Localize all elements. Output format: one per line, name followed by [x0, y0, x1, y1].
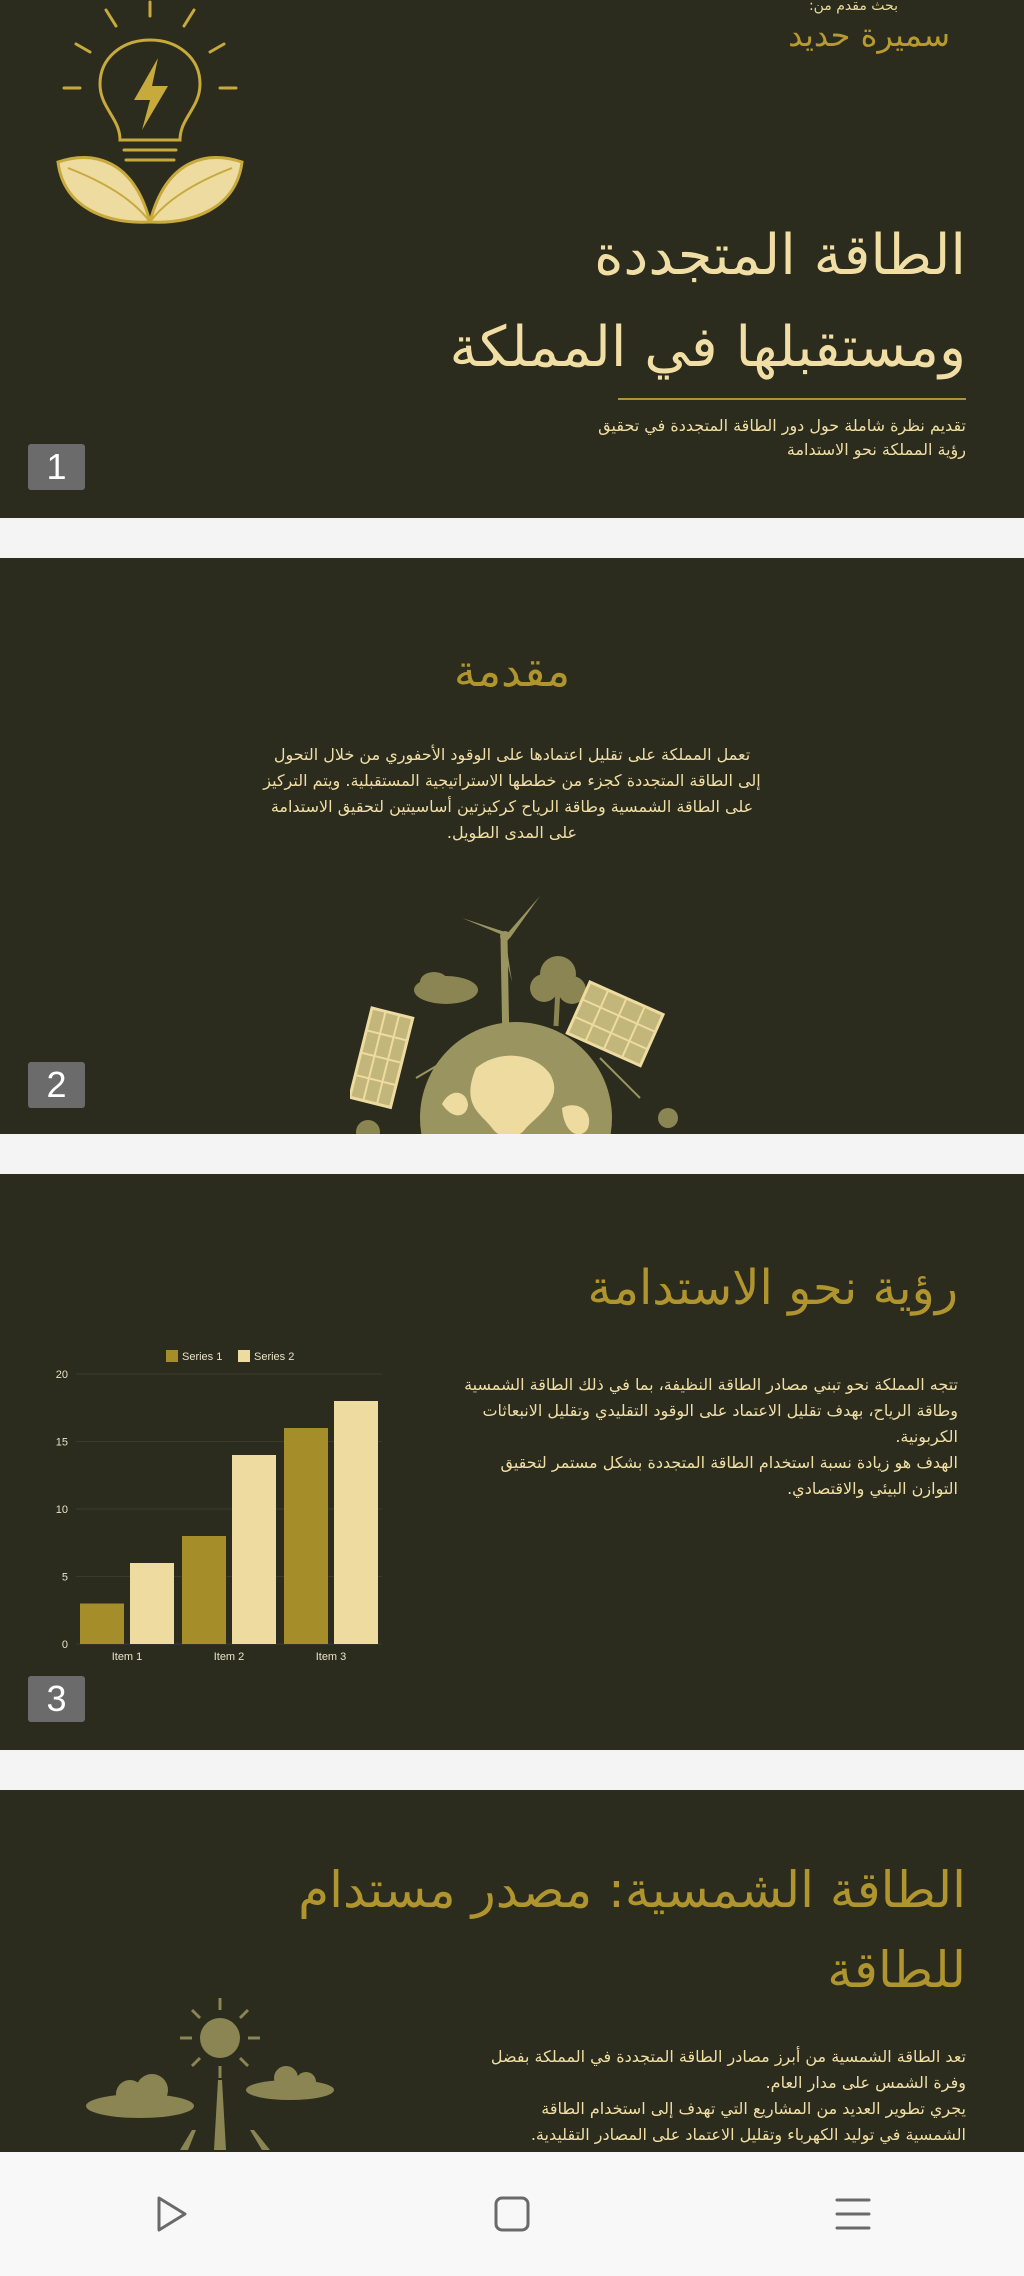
- y-tick-label: 5: [61, 1571, 68, 1584]
- bar-series-1-3: [284, 1428, 328, 1644]
- slide-title: [406, 210, 966, 394]
- page-number-badge: 3: [28, 1676, 85, 1722]
- slide-heading: مقدمة: [453, 646, 571, 697]
- page-number-badge: 2: [28, 1062, 85, 1108]
- body-paragraph-2: الهدف هو زيادة نسبة استخدام الطاقة المتجددة بشكل مستمر لتحقيق التوازن البيئي والاقتصادي.: [500, 1453, 958, 1498]
- slide-2[interactable]: [0, 558, 1024, 1134]
- title-line-2: ومستقبلها في المملكة: [449, 315, 966, 380]
- y-tick-label: 10: [55, 1504, 68, 1516]
- presenter-name: سميرة حديد: [788, 16, 950, 54]
- back-triangle-icon: [151, 2194, 191, 2234]
- bar-series-1-2: [182, 1536, 226, 1644]
- slide-body: [458, 1372, 958, 1502]
- title-line-1: الطاقة المتجددة: [594, 223, 966, 288]
- lightbulb-leaves-icon: [54, 0, 254, 230]
- home-button[interactable]: [452, 2174, 572, 2254]
- earth-solar-wind-icon: [350, 878, 690, 1134]
- slide-subtitle: تقديم نظرة شاملة حول دور الطاقة المتجددة في تحقيق رؤية المملكة نحو الاستدامة: [598, 416, 966, 459]
- x-tick-label: Item 2: [213, 1651, 245, 1663]
- slide-heading: رؤية نحو الاستدامة: [587, 1260, 958, 1316]
- body-paragraph-1: تتجه المملكة نحو تبني مصادر الطاقة النظيفة، بما في ذلك الطاقة الشمسية وطاقة الرياح، بهدف تقليل الاعتماد على الوقود التقليدي وتقليل الانبعاثات الكربونية.: [464, 1375, 958, 1446]
- presenter-label: بحث مقدم من:: [808, 0, 898, 14]
- bar-series-2-2: [232, 1455, 276, 1644]
- page-number-badge: 1: [28, 444, 85, 490]
- recent-apps-button[interactable]: [793, 2174, 913, 2254]
- menu-lines-icon: [833, 2194, 873, 2234]
- y-tick-label: 15: [55, 1436, 68, 1449]
- sun-clouds-icon: [80, 1990, 360, 2150]
- home-square-icon: [492, 2194, 532, 2234]
- legend-label: Series 2: [254, 1351, 295, 1363]
- bar-series-1-1: [80, 1604, 124, 1645]
- body-paragraph-1: تعد الطاقة الشمسية من أبرز مصادر الطاقة المتجددة في المملكة بفضل وفرة الشمس على مدار العام.: [490, 2047, 966, 2092]
- bar-series-2-3: [334, 1401, 378, 1644]
- x-tick-label: Item 1: [111, 1651, 143, 1663]
- bar-chart: [40, 1344, 400, 1674]
- slide-body: تعمل المملكة على تقليل اعتمادها على الوقود الأحفوري من خلال التحول إلى الطاقة المتجددة كجزء من خططها الاستراتيجية المستقبلية. ويتم التركيز على الطاقة الشمسية وطاقة الرياح كركيزتين أساسيتين لتحقيق الاستدامة على المدى الطويل.: [263, 745, 761, 842]
- slide-3[interactable]: [0, 1174, 1024, 1750]
- legend-swatch: [238, 1350, 250, 1362]
- y-tick-label: 0: [61, 1639, 68, 1651]
- x-tick-label: Item 3: [315, 1651, 347, 1663]
- title-divider: [618, 398, 966, 400]
- system-nav-bar: [0, 2152, 1024, 2276]
- back-button[interactable]: [111, 2174, 231, 2254]
- y-tick-label: 20: [55, 1369, 68, 1381]
- legend-swatch: [166, 1350, 178, 1362]
- legend-label: Series 1: [182, 1351, 223, 1363]
- body-paragraph-2: يجري تطوير العديد من المشاريع التي تهدف إلى استخدام الطاقة الشمسية في توليد الكهرباء وتقليل الاعتماد على المصادر التقليدية.: [530, 2099, 966, 2144]
- bar-series-2-1: [130, 1563, 174, 1644]
- slide-heading: الطاقة الشمسية: مصدر مستدام للطاقة: [298, 1861, 966, 1999]
- slide-1[interactable]: [0, 0, 1024, 518]
- slide-body: [486, 2044, 966, 2148]
